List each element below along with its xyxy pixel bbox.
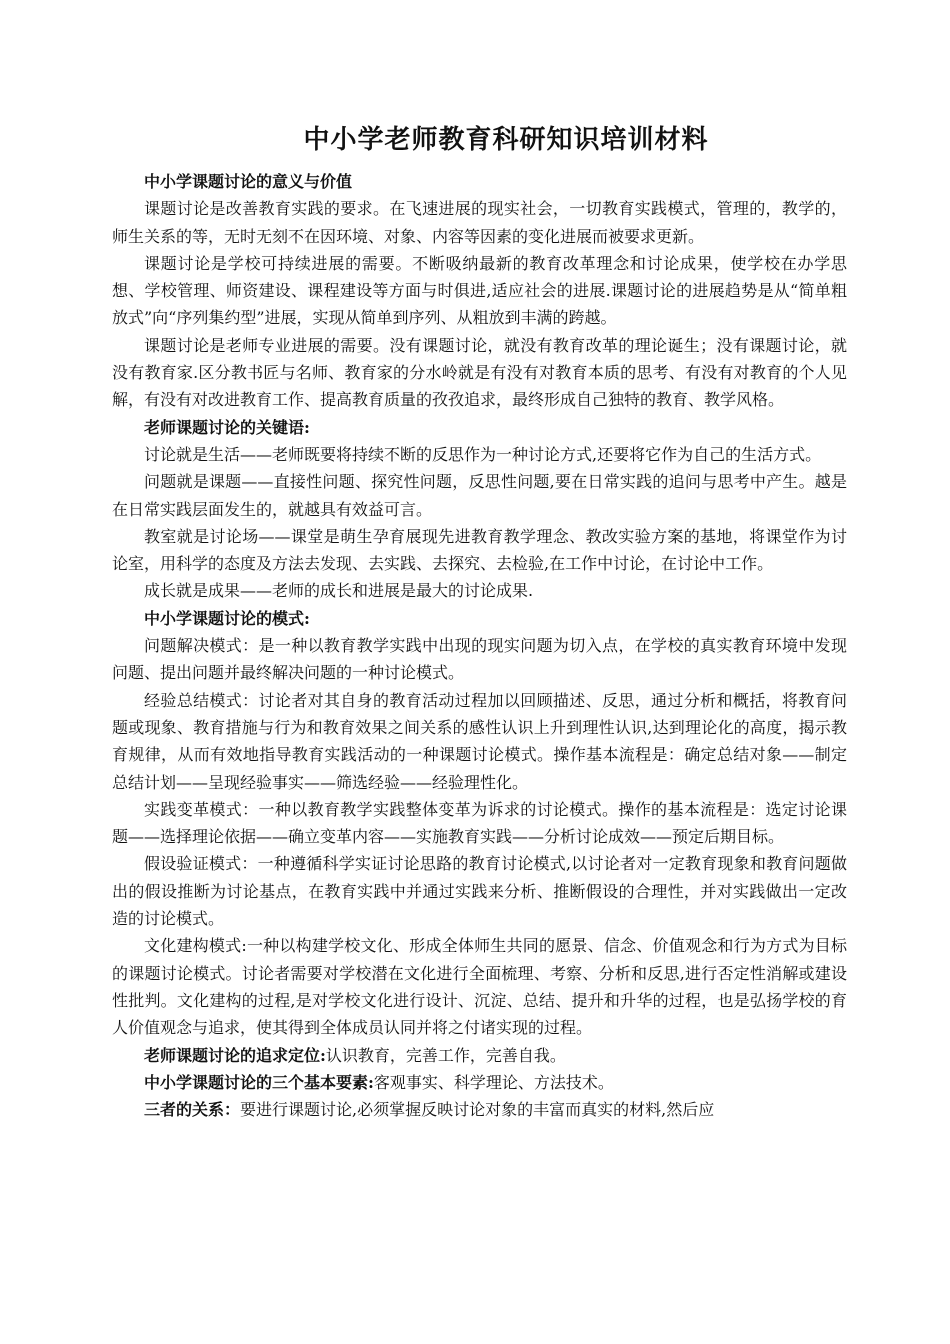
- paragraph: 讨论就是生活——老师既要将持续不断的反思作为一种讨论方式,还要将它作为自己的生活方式。: [144, 444, 822, 464]
- paragraph: 经验总结模式：讨论者对其自身的教育活动过程加以回顾描述、反思，通过分析和概括，将教育问题或现象、教育措施与行为和教育效果之间关系的感性认识上升到理性认识,达到理论化的高度，揭示教育规律，从而有效地指导教育实践活动的一种课题讨论模式。操作基本流程是：确定总结对象——制定总结计划——呈现经验事实——筛选经验——经验理性化。: [112, 690, 847, 792]
- paragraph: 问题就是课题——直接性问题、探究性问题，反思性问题,要在日常实践的追问与思考中产生。越是在日常实践层面发生的，就越具有效益可言。: [112, 472, 847, 519]
- paragraph-pursuit: 老师课题讨论的追求定位:认识教育，完善工作，完善自我。: [144, 1045, 566, 1065]
- paragraph: 成长就是成果——老师的成长和进展是最大的讨论成果.: [144, 581, 534, 601]
- document-title: 中小学老师教育科研知识培训材料: [303, 125, 709, 155]
- paragraph-relationship: 三者的关系：要进行课题讨论,必须掌握反映讨论对象的丰富而真实的材料,然后应: [144, 1100, 715, 1120]
- paragraph-elements: 中小学课题讨论的三个基本要素:客观事实、科学理论、方法技术。: [144, 1072, 614, 1092]
- document-body: [112, 168, 847, 1123]
- section-heading-significance: 中小学课题讨论的意义与价值: [144, 172, 353, 191]
- paragraph: 教室就是讨论场——课堂是萌生孕育展现先进教育教学理念、教改实验方案的基地，将课堂作为讨论室，用科学的态度及方法去发现、去实践、去探究、去检验,在工作中讨论，在讨论中工作。: [112, 526, 847, 574]
- paragraph: 假设验证模式：一种遵循科学实证讨论思路的教育讨论模式,以讨论者对一定教育现象和教育问题做出的假设推断为讨论基点，在教育实践中并通过实践来分析、推断假设的合理性，并对实践做出一定改造的讨论模式。: [112, 854, 847, 929]
- paragraph: 文化建构模式:一种以构建学校文化、形成全体师生共同的愿景、信念、价值观念和行为方式为目标的课题讨论模式。讨论者需要对学校潜在文化进行全面梳理、考察、分析和反思,进行否定性消解或建设性批判。文化建构的过程,是对学校文化进行设计、沉淀、总结、提升和升华的过程，也是弘扬学校的育人价值观念与追求，使其得到全体成员认同并将之付诸实现的过程。: [112, 936, 847, 1038]
- paragraph: 课题讨论是学校可持续进展的需要。不断吸纳最新的教育改革理念和讨论成果，使学校在办学思想、学校管理、师资建设、课程建设等方面与时俱进,适应社会的进展.课题讨论的进展趋势是从“简单粗放式”向“序列集约型”进展，实现从简单到序列、从粗放到丰满的跨越。: [112, 253, 847, 328]
- section-heading-models: 中小学课题讨论的模式:: [144, 608, 310, 628]
- paragraph: 课题讨论是改善教育实践的要求。在飞速进展的现实社会，一切教育实践模式，管理的，教学的，师生关系的等，无时无刻不在因环境、对象、内容等因素的变化进展而被要求更新。: [112, 199, 847, 246]
- section-heading-keywords: 老师课题讨论的关键语:: [144, 417, 310, 437]
- paragraph: 实践变革模式：一种以教育教学实践整体变革为诉求的讨论模式。操作的基本流程是：选定讨论课题——选择理论依据——确立变革内容——实施教育实践——分析讨论成效——预定后期目标。: [112, 799, 847, 847]
- paragraph: 课题讨论是老师专业进展的需要。没有课题讨论，就没有教育改革的理论诞生；没有课题讨论，就没有教育家.区分教书匠与名师、教育家的分水岭就是有没有对教育本质的思考、有没有对教育的个人见解，有没有对改进教育工作、提高教育质量的孜孜追求，最终形成自己独特的教育、教学风格。: [112, 335, 847, 410]
- paragraph: 问题解决模式：是一种以教育教学实践中出现的现实问题为切入点，在学校的真实教育环境中发现问题、提出问题并最终解决问题的一种讨论模式。: [112, 636, 847, 683]
